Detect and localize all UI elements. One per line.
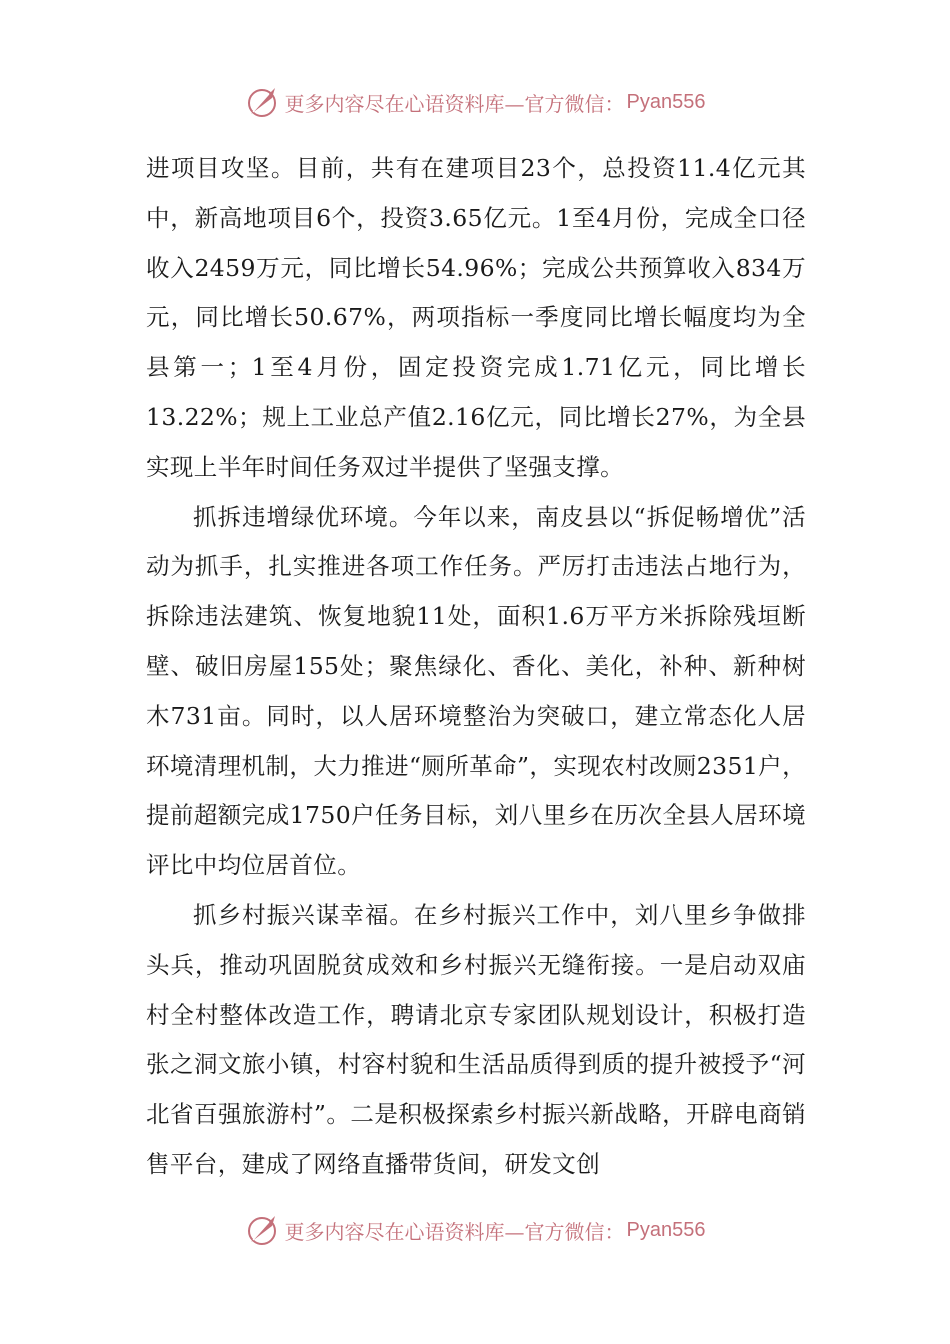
footer-banner xyxy=(0,1210,950,1250)
header-banner-id: Pyan556 xyxy=(626,90,706,113)
paragraph-1: 进项目攻坚。目前，共有在建项目23个，总投资11.4亿元其中，新高地项目6个，投资3.65亿元。1至4月份，完成全口径收入2459万元，同比增长54.96%；完成公共预算收入834万元，同比增长50.67%，两项指标一季度同比增长幅度均为全县第一；1至4月份，固定投资完成1.71亿元，同比增长13.22%；规上工业总产值2.16亿元，同比增长27%，为全县实现上半年时间任务双过半提供了坚强支撑。 xyxy=(146,154,806,481)
footer-banner-id: Pyan556 xyxy=(626,1218,706,1241)
quill-pen-logo-icon xyxy=(245,84,281,120)
header-banner-text: 更多内容尽在心语资料库—官方微信： xyxy=(284,91,625,116)
quill-pen-logo-icon xyxy=(245,1212,281,1248)
header-banner xyxy=(0,82,950,122)
footer-banner-text: 更多内容尽在心语资料库—官方微信： xyxy=(284,1219,625,1244)
paragraph-2: 抓拆违增绿优环境。今年以来，南皮县以“拆促畅增优”活动为抓手，扎实推进各项工作任务。严厉打击违法占地行为，拆除违法建筑、恢复地貌11处，面积1.6万平方米拆除残垣断壁、破旧房屋155处；聚焦绿化、香化、美化，补种、新种树木731亩。同时，以人居环境整治为突破口，建立常态化人居环境清理机制，大力推进“厕所革命”，实现农村改厕2351户，提前超额完成1750户任务目标，刘八里乡在历次全县人居环境评比中均位居首位。 xyxy=(146,502,806,880)
document-body xyxy=(146,144,806,1190)
paragraph-3: 抓乡村振兴谋幸福。在乡村振兴工作中，刘八里乡争做排头兵，推动巩固脱贫成效和乡村振兴无缝衔接。一是启动双庙村全村整体改造工作，聘请北京专家团队规划设计，积极打造张之洞文旅小镇，村容村貌和生活品质得到质的提升被授予“河北省百强旅游村”。二是积极探索乡村振兴新战略，开辟电商销售平台，建成了网络直播带货间，研发文创 xyxy=(146,900,806,1178)
